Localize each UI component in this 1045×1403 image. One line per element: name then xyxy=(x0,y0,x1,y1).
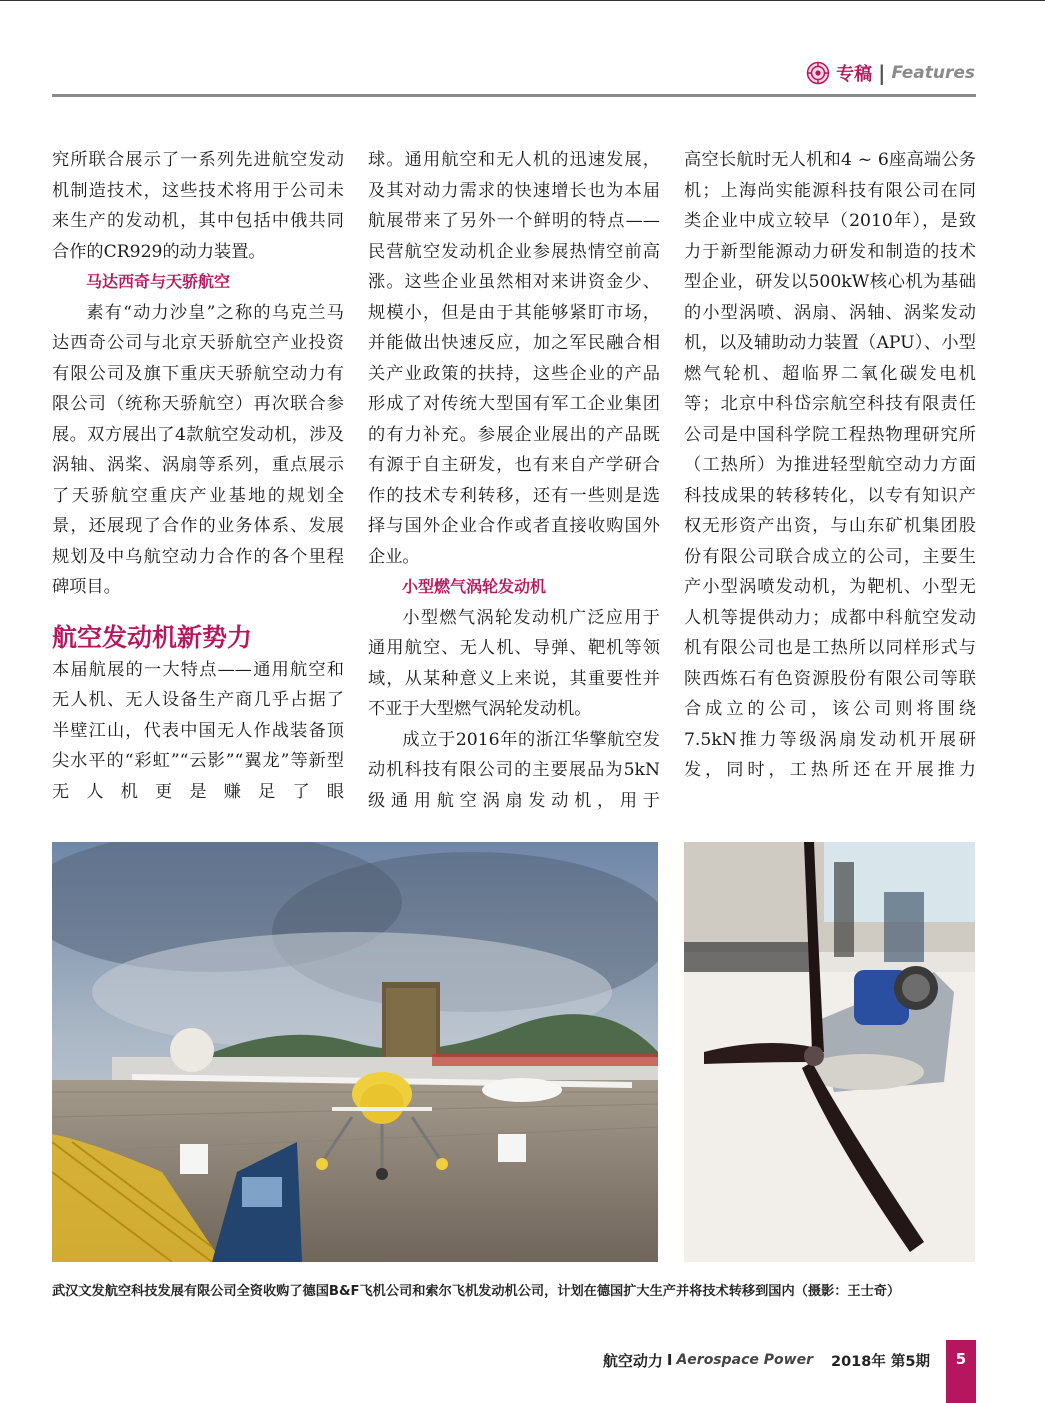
section-header xyxy=(806,60,975,86)
journal-title-en: Aerospace Power xyxy=(676,1352,813,1368)
issue-label: 2018年 第5期 xyxy=(831,1353,930,1370)
top-rule xyxy=(0,0,1045,1)
subheading-small-turbine: 小型燃气涡轮发动机 xyxy=(402,577,547,596)
paragraph: 究所联合展示了一系列先进航空发动机制造技术，这些技术将用于公司未来生产的发动机，其中包括中俄共同合作的CR929的动力装置。 xyxy=(52,150,344,262)
text-column-3 xyxy=(684,145,976,786)
header-separator: | xyxy=(878,61,886,85)
footer-separator: I xyxy=(666,1351,673,1369)
section-heading-new-forces: 航空发动机新势力 xyxy=(52,622,253,652)
page-number: 5 xyxy=(946,1340,976,1403)
text-column-2 xyxy=(368,145,660,816)
subheading-motor-sich: 马达西奇与天骄航空 xyxy=(86,272,231,291)
header-rule xyxy=(52,94,976,97)
flower-logo-icon xyxy=(806,61,830,85)
section-title-en: Features xyxy=(891,63,975,83)
paragraph: 成立于2016年的浙江华擎航空发动机科技有限公司的主要展品为5kN级通用航空涡扇发动机，用于 xyxy=(368,729,660,811)
airshow-photo xyxy=(52,842,658,1262)
paragraph: 高空长航时无人机和4 ~ 6座高端公务机；上海尚实能源科技有限公司在同类企业中成立较早（2010年），是致力于新型能源动力研发和制造的技术型企业，研发以500kW核心机为基础的小型涡喷、涡扇、涡轴、涡桨发动机，以及辅助动力装置（APU）、小型燃气轮机、超临界二氧化碳发电机等；北京中科岱宗航空科技有限责任公司是中国科学院工程热物理研究所（工热所）为推进轻型航空动力方面科技成果的转移转化，以专有知识产权无形资产出资，与山东矿机集团股份有限公司联合成立的公司，主要生产小型涡喷发动机，为靶机、小型无人机等提供动力；成都中科航空发动机有限公司也是工热所以同样形式与陕西炼石有色资源股份有限公司等联合成立的公司，该公司则将围绕7.5kN推力等级涡扇发动机开展研发，同时，工热所还在开展推力 xyxy=(684,150,976,780)
photo-caption: 武汉文发航空科技发展有限公司全资收购了德国B&F飞机公司和索尔飞机发动机公司，计划在德国扩大生产并将技术转移到国内（摄影：王士奇） xyxy=(52,1284,901,1299)
engine-exhibit-photo xyxy=(684,842,975,1262)
page-footer xyxy=(603,1348,930,1372)
paragraph: 球。通用航空和无人机的迅速发展，及其对动力需求的快速增长也为本届航展带来了另外一个鲜明的特点——民营航空发动机企业参展热情空前高涨。这些企业虽然相对来讲资金少、规模小，但是由于其能够紧盯市场，并能做出快速反应，加之军民融合相关产业政策的扶持，这些企业的产品形成了对传统大型国有军工企业集团的有力补充。参展企业展出的产品既有源于自主研发，也有来自产学研合作的技术专利转移，还有一些则是选择与国外企业合作或者直接收购国外企业。 xyxy=(368,150,660,567)
journal-title-cn: 航空动力 xyxy=(602,1351,663,1370)
section-title-cn: 专稿 xyxy=(836,64,873,85)
paragraph: 小型燃气涡轮发动机广泛应用于通用航空、无人机、导弹、靶机等领域，从某种意义上来说，其重要性并不亚于大型燃气涡轮发动机。 xyxy=(368,607,660,719)
paragraph: 素有“动力沙皇”之称的乌克兰马达西奇公司与北京天骄航空产业投资有限公司及旗下重庆天骄航空动力有限公司（统称天骄航空）再次联合参展。双方展出了4款航空发动机，涉及涡轴、涡桨、涡扇等系列，重点展示了天骄航空重庆产业基地的规划全景，还展现了合作的业务体系、发展规划及中乌航空动力合作的各个里程碑项目。 xyxy=(52,302,344,597)
paragraph: 本届航展的一大特点——通用航空和无人机、无人设备生产商几乎占据了半壁江山，代表中国无人作战装备顶尖水平的“彩虹”“云影”“翼龙”等新型无人机更是赚足了眼 xyxy=(52,659,344,802)
text-column-1 xyxy=(52,145,344,807)
